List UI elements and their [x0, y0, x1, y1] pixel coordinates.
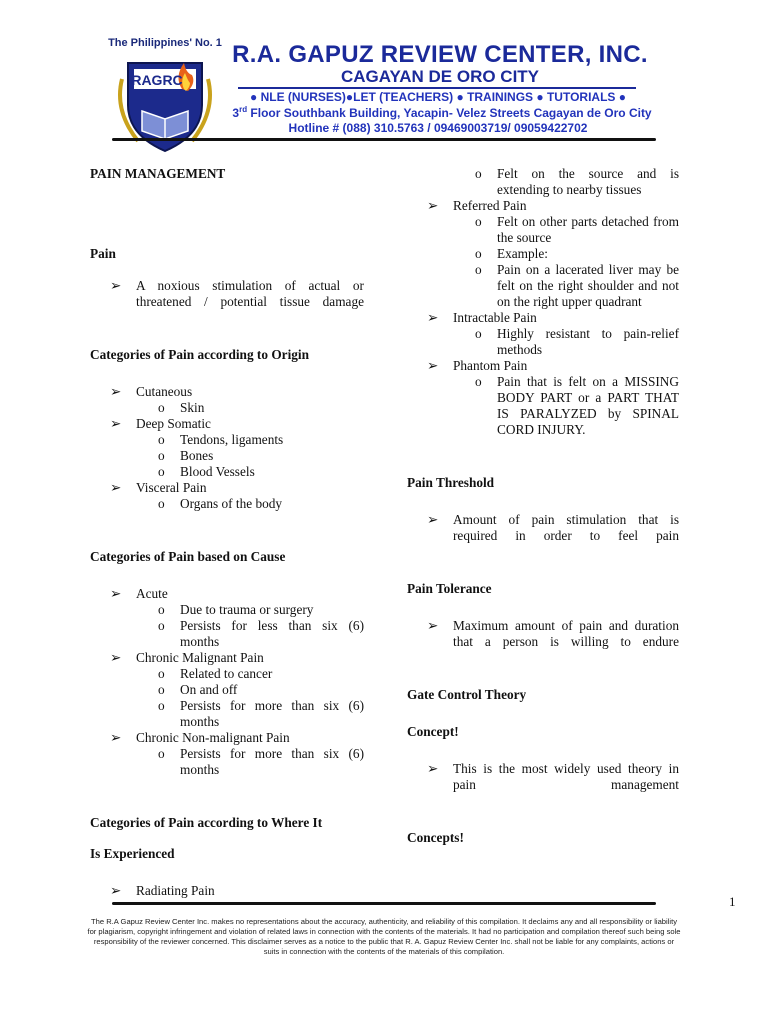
bullet-item: ➢ Phantom Pain — [427, 358, 528, 373]
circle-bullet-icon: o — [475, 246, 482, 261]
sub-bullet-item: o Due to trauma or surgery — [158, 602, 314, 617]
sub-bullet-item: o Related to cancer — [158, 666, 273, 681]
org-address: 3rd Floor Southbank Building, Yacapin- Velez Streets Cagayan de Oro City — [232, 105, 652, 120]
circle-bullet-icon: o — [158, 618, 165, 633]
sub-bullet-item: o Persists for less than six (6) months — [158, 618, 364, 649]
arrow-bullet-icon: ➢ — [110, 480, 122, 495]
logo-tagline: The Philippines' No. 1 — [108, 37, 222, 49]
bullet-item: ➢ Radiating Pain — [110, 883, 215, 898]
heading-tolerance: Pain Tolerance — [407, 581, 492, 596]
circle-bullet-icon: o — [158, 432, 165, 447]
circle-bullet-icon: o — [475, 326, 482, 341]
bullet-item: ➢ Visceral Pain — [110, 480, 207, 495]
arrow-bullet-icon: ➢ — [427, 358, 439, 373]
circle-bullet-icon: o — [158, 746, 165, 761]
bullet-item: ➢ Deep Somatic — [110, 416, 211, 431]
arrow-bullet-icon: ➢ — [110, 278, 122, 293]
footer-divider — [112, 902, 656, 905]
circle-bullet-icon: o — [475, 166, 482, 181]
page-number: 1 — [729, 894, 736, 909]
heading-pain: Pain — [90, 246, 116, 261]
circle-bullet-icon: o — [158, 602, 165, 617]
org-name: R.A. GAPUZ REVIEW CENTER, INC. — [232, 41, 648, 68]
heading-where-line-1: Categories of Pain according to Where It — [90, 815, 323, 830]
arrow-bullet-icon: ➢ — [110, 650, 122, 665]
org-services: ● NLE (NURSES)●LET (TEACHERS) ● TRAININGS ● TUTORIALS ● — [249, 90, 627, 104]
org-city: CAGAYAN DE ORO CITY — [340, 67, 540, 86]
sub-bullet-item: o Felt on other parts detached from the source — [475, 214, 679, 245]
bullet-item: ➢ Cutaneous — [110, 384, 193, 399]
bullet-item: ➢ Chronic Malignant Pain — [110, 650, 264, 665]
org-hotline: Hotline # (088) 310.5763 / 09469003719/ 09059422702 — [288, 121, 588, 135]
heading-concept: Concept! — [407, 724, 459, 739]
heading-concepts: Concepts! — [407, 830, 464, 845]
circle-bullet-icon: o — [158, 682, 165, 697]
sub-bullet-item: o On and off — [158, 682, 238, 697]
right-column — [407, 166, 679, 846]
sub-bullet-item: o Felt on the source and is extending to nearby tissues — [475, 166, 679, 197]
left-column — [90, 166, 364, 899]
bullet-item: ➢ Amount of pain stimulation that is required in order to feel pain — [427, 512, 679, 543]
arrow-bullet-icon: ➢ — [427, 310, 439, 325]
sub-bullet-item: o Pain on a lacerated liver may be felt on the right shoulder and not on the right upper quadrant — [475, 262, 679, 309]
heading-where-line-2: Is Experienced — [90, 846, 175, 861]
heading-origin: Categories of Pain according to Origin — [90, 347, 309, 362]
bullet-item: ➢ Intractable Pain — [427, 310, 537, 325]
header-divider — [112, 138, 656, 141]
circle-bullet-icon: o — [158, 666, 165, 681]
header-blue-divider — [238, 87, 636, 89]
arrow-bullet-icon: ➢ — [110, 730, 122, 745]
sub-bullet-item: o Bones — [158, 448, 214, 463]
arrow-bullet-icon: ➢ — [110, 586, 122, 601]
circle-bullet-icon: o — [475, 214, 482, 229]
sub-bullet-item: o Highly resistant to pain-relief methods — [475, 326, 679, 357]
circle-bullet-icon: o — [158, 448, 165, 463]
bullet-item: ➢ A noxious stimulation of actual or threatened / potential tissue damage — [110, 278, 364, 309]
arrow-bullet-icon: ➢ — [110, 883, 122, 898]
logo-text: RAGRC — [131, 72, 183, 88]
bullet-item: ➢ Acute — [110, 586, 168, 601]
sub-bullet-item: o Persists for more than six (6) months — [158, 698, 364, 729]
sub-bullet-item: o Organs of the body — [158, 496, 283, 511]
sub-bullet-item: o Blood Vessels — [158, 464, 255, 479]
sub-bullet-item: o Persists for more than six (6) months — [158, 746, 364, 777]
bullet-item: ➢ Maximum amount of pain and duration that a person is willing to endure — [427, 618, 679, 649]
heading-gate-control: Gate Control Theory — [407, 687, 527, 702]
arrow-bullet-icon: ➢ — [427, 512, 439, 527]
heading-threshold: Pain Threshold — [407, 475, 495, 490]
document-title: PAIN MANAGEMENT — [90, 166, 226, 181]
footer-disclaimer: The R.A Gapuz Review Center Inc. makes no representations about the accuracy, authenticity, and reliability of this compilation. It declaims any and all responsibility or liability for plagiarism, copyright infringement and violation of related laws in connection with the contents of the materials. It had no participation and compilation thereof such being sole responsibility of the reviewer concerned. This disclaimer serves as a notice to the public that R. A. Gapuz Review Center Inc. shall not be liable for any complaints, actions or suits in connection with the contents of the materials of this compilation. — [87, 917, 681, 956]
arrow-bullet-icon: ➢ — [427, 618, 439, 633]
bullet-item: ➢ This is the most widely used theory in pain management — [427, 761, 679, 792]
arrow-bullet-icon: ➢ — [110, 384, 122, 399]
arrow-bullet-icon: ➢ — [427, 198, 439, 213]
circle-bullet-icon: o — [158, 698, 165, 713]
circle-bullet-icon: o — [158, 464, 165, 479]
sub-bullet-item: o Skin — [158, 400, 205, 415]
bullet-item: ➢ Referred Pain — [427, 198, 527, 213]
sub-bullet-item: o Tendons, ligaments — [158, 432, 284, 447]
circle-bullet-icon: o — [475, 374, 482, 389]
circle-bullet-icon: o — [158, 496, 165, 511]
arrow-bullet-icon: ➢ — [110, 416, 122, 431]
bullet-item: ➢ Chronic Non-malignant Pain — [110, 730, 290, 745]
sub-bullet-item: o Pain that is felt on a MISSING BODY PART or a PART THAT IS PARALYZED by SPINAL CORD INJURY. — [475, 374, 679, 437]
sub-bullet-item: o Example: — [475, 246, 548, 261]
circle-bullet-icon: o — [158, 400, 165, 415]
arrow-bullet-icon: ➢ — [427, 761, 439, 776]
heading-cause: Categories of Pain based on Cause — [90, 549, 286, 564]
circle-bullet-icon: o — [475, 262, 482, 277]
